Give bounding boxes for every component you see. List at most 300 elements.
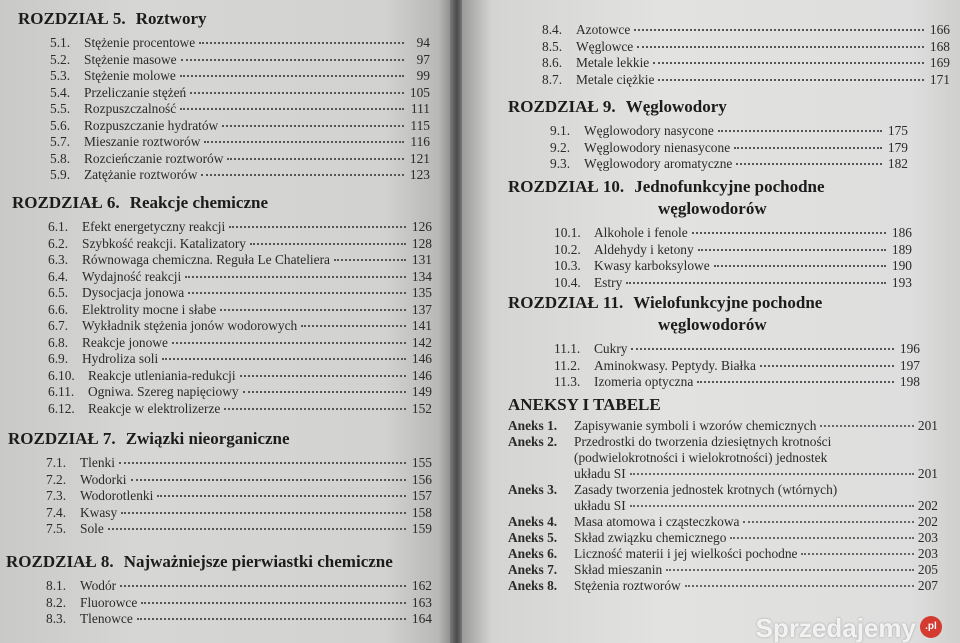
entry-number: 5.6.: [50, 117, 71, 133]
annex-line: [508, 450, 938, 466]
annex-number: Aneks 4.: [508, 514, 558, 529]
chapter-number: ROZDZIAŁ 11.: [508, 293, 624, 312]
entry-title: Fluorowce: [80, 594, 138, 610]
entry-title: Metale ciężkie: [576, 71, 655, 87]
toc-entry[interactable]: [18, 68, 430, 85]
entry-title: Kwasy karboksylowe: [594, 258, 710, 273]
entry-title: Rozcieńczanie roztworów: [84, 150, 224, 166]
dot-leader: [199, 42, 404, 44]
toc-entry[interactable]: [8, 455, 432, 472]
entry-number: 6.3.: [48, 252, 69, 267]
dot-leader: [108, 528, 406, 530]
entry-title: Aminokwasy. Peptydy. Białka: [594, 357, 756, 373]
dot-leader: [204, 141, 404, 143]
annex-number: Aneks 8.: [508, 578, 558, 593]
toc-entry[interactable]: [542, 22, 950, 39]
entry-number: 11.3.: [554, 374, 581, 389]
dot-leader: [698, 249, 886, 251]
annex-title: układu SI: [574, 498, 626, 513]
toc-entry[interactable]: [508, 258, 912, 275]
toc-entry[interactable]: [12, 401, 432, 418]
toc-entry[interactable]: [18, 151, 430, 168]
chapter-heading: [508, 96, 908, 118]
entry-number: 6.11.: [48, 384, 75, 399]
dot-leader: [172, 342, 406, 344]
dot-leader: [185, 276, 406, 278]
annex-entry[interactable]: [508, 434, 938, 482]
dot-leader: [250, 243, 406, 245]
dot-leader: [131, 479, 406, 481]
chapter-number: ROZDZIAŁ 6.: [12, 193, 120, 212]
entry-title: Metale lekkie: [576, 55, 650, 70]
entry-number: 6.4.: [48, 268, 69, 284]
toc-entry[interactable]: [508, 156, 908, 173]
dot-leader: [119, 462, 406, 464]
entry-number: 6.8.: [48, 334, 69, 350]
entry-number: 8.2.: [46, 594, 67, 610]
annex-line: [508, 546, 938, 562]
annex-title: Przedrostki do tworzenia dziesiętnych krotności: [574, 434, 832, 449]
entry-title: Aldehydy i ketony: [594, 241, 694, 257]
entry-number: 8.3.: [46, 611, 67, 626]
dot-leader: [137, 618, 406, 620]
entry-number: 7.5.: [46, 521, 67, 536]
toc-entry[interactable]: [12, 285, 432, 302]
entry-page: 157: [411, 488, 432, 503]
entry-title: Elektrolity mocne i słabe: [82, 301, 217, 317]
chapter-heading: [12, 192, 432, 214]
entry-number: 8.7.: [542, 71, 563, 87]
dot-leader: [121, 512, 406, 514]
toc-entry[interactable]: [12, 384, 432, 401]
annex-page: 207: [917, 578, 938, 593]
entry-page: 121: [409, 150, 430, 166]
annex-page: 202: [917, 498, 938, 513]
entry-number: 5.2.: [50, 51, 71, 67]
entry-page: 162: [411, 578, 432, 593]
annex-line: [508, 578, 938, 594]
toc-chapter: [12, 192, 432, 417]
chapter-title-continued: węglowodorów: [658, 199, 767, 218]
chapter-number: ROZDZIAŁ 10.: [508, 177, 625, 196]
annex-page: 201: [917, 466, 938, 481]
annex-entry[interactable]: [508, 418, 938, 434]
annex-line: [508, 466, 938, 482]
dot-leader: [692, 232, 886, 234]
toc-entry[interactable]: [8, 505, 432, 522]
toc-entry[interactable]: [18, 134, 430, 151]
entry-number: 8.6.: [542, 55, 563, 70]
dot-leader: [180, 108, 404, 110]
toc-entry[interactable]: [12, 252, 432, 269]
chapter-number: ROZDZIAŁ 8.: [6, 552, 114, 571]
entry-page: 166: [929, 22, 950, 37]
toc-entry[interactable]: [12, 335, 432, 352]
toc-chapter: [542, 22, 950, 88]
dot-leader: [736, 163, 882, 165]
dot-leader: [630, 505, 914, 507]
chapter-number: ROZDZIAŁ 9.: [508, 97, 616, 116]
dot-leader: [201, 174, 404, 176]
entry-page: 163: [411, 594, 432, 610]
entry-number: 8.1.: [46, 578, 67, 593]
toc-entry[interactable]: [8, 472, 432, 489]
annex-line: [508, 434, 938, 450]
dot-leader: [634, 29, 924, 31]
entry-page: 131: [411, 252, 432, 267]
entry-title: Sole: [80, 521, 104, 536]
dot-leader: [240, 375, 406, 377]
annex-line: [508, 418, 938, 434]
toc-entry[interactable]: [542, 55, 950, 72]
entry-title: Wodór: [80, 578, 117, 593]
entry-title: Węglowodory nasycone: [584, 123, 714, 138]
entry-number: 8.5.: [542, 38, 563, 54]
entry-number: 6.9.: [48, 351, 69, 366]
dot-leader: [120, 585, 406, 587]
entry-page: 146: [411, 367, 432, 383]
toc-chapter: [8, 428, 432, 538]
toc-entry[interactable]: [12, 236, 432, 253]
toc-entry[interactable]: [18, 101, 430, 118]
entry-page: 152: [411, 400, 432, 416]
toc-entry[interactable]: [8, 521, 432, 538]
annex-number: Aneks 5.: [508, 530, 558, 545]
entry-number: 11.1.: [554, 341, 581, 356]
dot-leader: [224, 408, 406, 410]
entry-title: Izomeria optyczna: [594, 374, 694, 389]
dot-leader: [820, 425, 913, 427]
entry-number: 10.1.: [554, 225, 581, 240]
left-page: [0, 0, 452, 643]
toc-entry[interactable]: [18, 167, 430, 184]
entry-number: 6.7.: [48, 318, 69, 333]
entry-page: 164: [411, 611, 432, 626]
chapter-number: ROZDZIAŁ 5.: [18, 9, 126, 28]
right-page: [462, 0, 960, 643]
entry-page: 97: [416, 51, 430, 67]
entry-title: Reakcje jonowe: [82, 334, 168, 350]
dot-leader: [243, 391, 406, 393]
annex-entry[interactable]: [508, 482, 938, 514]
entry-page: 171: [929, 71, 950, 87]
dot-leader: [180, 75, 404, 77]
toc-chapter: [18, 8, 430, 184]
dot-leader: [714, 265, 886, 267]
annex-section: [508, 394, 938, 594]
toc-entry[interactable]: [508, 341, 920, 358]
dot-leader: [220, 309, 406, 311]
entry-number: 8.4.: [542, 22, 563, 37]
annex-title: układu SI: [574, 466, 626, 481]
entry-title: Stężenie masowe: [84, 51, 177, 67]
toc-entry[interactable]: [12, 368, 432, 385]
annex-title: Stężenia roztworów: [574, 578, 681, 593]
annex-page: 202: [917, 514, 938, 529]
watermark-badge: .pl: [920, 616, 942, 638]
dot-leader: [188, 292, 406, 294]
annex-line: [508, 498, 938, 514]
dot-leader: [734, 147, 882, 149]
toc-entry[interactable]: [18, 35, 430, 52]
dot-leader: [626, 282, 886, 284]
entry-page: 190: [891, 258, 912, 273]
entry-number: 5.7.: [50, 134, 71, 149]
entry-number: 7.2.: [46, 471, 67, 487]
annex-title: Zapisywanie symboli i wzorów chemicznych: [574, 418, 817, 433]
chapter-title: Roztwory: [135, 9, 207, 28]
toc-entry[interactable]: [8, 488, 432, 505]
toc-chapter: [508, 96, 908, 173]
toc-entry[interactable]: [542, 72, 950, 89]
toc-entry[interactable]: [508, 140, 908, 157]
toc-entry[interactable]: [6, 611, 432, 628]
chapter-title: Wielofunkcyjne pochodne: [633, 293, 823, 312]
entry-number: 5.9.: [50, 167, 71, 182]
annex-page: 201: [917, 418, 938, 433]
annex-entry[interactable]: [508, 562, 938, 578]
entry-page: 146: [411, 351, 432, 366]
entry-page: 137: [411, 301, 432, 317]
annex-line: [508, 482, 938, 498]
dot-leader: [181, 59, 404, 61]
entry-title: Tlenowce: [80, 611, 133, 626]
entry-page: 179: [887, 139, 908, 155]
toc-chapter: [508, 292, 920, 391]
chapter-heading: [18, 8, 430, 30]
dot-leader: [666, 569, 914, 571]
toc-entry[interactable]: [508, 123, 908, 140]
entry-page: 196: [899, 341, 920, 356]
entry-page: 126: [411, 219, 432, 234]
dot-leader: [685, 585, 914, 587]
chapter-heading: [8, 428, 432, 450]
chapter-title: Najważniejsze pierwiastki chemiczne: [123, 552, 393, 571]
entry-number: 5.3.: [50, 68, 71, 83]
entry-number: 7.3.: [46, 488, 67, 503]
entry-number: 6.5.: [48, 285, 69, 300]
chapter-heading: [6, 551, 432, 573]
dot-leader: [637, 46, 924, 48]
dot-leader: [157, 495, 406, 497]
entry-page: 135: [411, 285, 432, 300]
toc-entry[interactable]: [18, 52, 430, 69]
entry-title: Wydajność reakcji: [82, 268, 182, 284]
entry-title: Węglowodory nienasycone: [584, 139, 731, 155]
annex-entry[interactable]: [508, 546, 938, 562]
entry-number: 5.5.: [50, 101, 71, 116]
entry-page: 141: [411, 318, 432, 333]
entry-title: Dysocjacja jonowa: [82, 285, 185, 300]
chapter-title: Węglowodory: [625, 97, 727, 116]
entry-page: 105: [409, 84, 430, 100]
dot-leader: [162, 358, 406, 360]
entry-page: 198: [899, 374, 920, 389]
entry-page: 128: [411, 235, 432, 251]
annex-entry[interactable]: [508, 578, 938, 594]
entry-title: Zatężanie roztworów: [84, 167, 198, 182]
toc-entry[interactable]: [12, 302, 432, 319]
dot-leader: [697, 381, 894, 383]
entry-title: Równowaga chemiczna. Reguła Le Chateliera: [82, 252, 330, 267]
dot-leader: [630, 473, 914, 475]
chapter-heading: [508, 292, 920, 314]
toc-entry[interactable]: [18, 118, 430, 135]
entry-title: Ogniwa. Szereg napięciowy: [88, 384, 239, 399]
chapter-title: Związki nieorganiczne: [125, 429, 290, 448]
dot-leader: [730, 537, 913, 539]
toc-entry[interactable]: [12, 219, 432, 236]
annex-line: [508, 530, 938, 546]
entry-page: 175: [887, 123, 908, 138]
entry-page: 186: [891, 225, 912, 240]
entry-title: Szybkość reakcji. Katalizatory: [82, 235, 246, 251]
entry-number: 10.3.: [554, 258, 581, 273]
entry-title: Wodorki: [80, 471, 127, 487]
dot-leader: [658, 79, 924, 81]
entry-page: 134: [411, 268, 432, 284]
annex-title: (podwielokrotności i wielokrotności) jednostek: [574, 450, 828, 465]
dot-leader: [141, 602, 406, 604]
entry-title: Reakcje w elektrolizerze: [88, 400, 221, 416]
entry-title: Mieszanie roztworów: [84, 134, 201, 149]
entry-title: Rozpuszczanie hydratów: [84, 117, 219, 133]
entry-page: 189: [891, 241, 912, 257]
entry-page: 94: [416, 35, 430, 50]
entry-page: 193: [891, 274, 912, 290]
entry-page: 168: [929, 38, 950, 54]
entry-number: 6.1.: [48, 219, 69, 234]
annex-title: Zasady tworzenia jednostek krotnych (wtórnych): [574, 482, 838, 497]
entry-number: 6.10.: [48, 367, 75, 383]
toc-entry[interactable]: [6, 595, 432, 612]
entry-page: 182: [887, 156, 908, 171]
dot-leader: [631, 348, 894, 350]
dot-leader: [334, 259, 406, 261]
entry-number: 5.8.: [50, 150, 71, 166]
entry-title: Kwasy: [80, 504, 118, 520]
annex-title: Skład związku chemicznego: [574, 530, 727, 545]
entry-page: 142: [411, 334, 432, 350]
entry-number: 10.2.: [554, 241, 581, 257]
toc-chapter: [508, 176, 912, 291]
toc-entry[interactable]: [6, 578, 432, 595]
dot-leader: [760, 365, 894, 367]
toc-entry[interactable]: [12, 269, 432, 286]
entry-number: 6.12.: [48, 400, 75, 416]
dot-leader: [301, 325, 406, 327]
entry-title: Efekt energetyczny reakcji: [82, 219, 226, 234]
entry-number: 5.4.: [50, 84, 71, 100]
entry-page: 116: [410, 134, 430, 149]
dot-leader: [227, 158, 404, 160]
annex-page: 203: [917, 546, 938, 561]
entry-page: 197: [899, 357, 920, 373]
annex-number: Aneks 1.: [508, 418, 558, 433]
entry-number: 6.6.: [48, 301, 69, 317]
entry-number: 9.2.: [550, 139, 571, 155]
toc-entry[interactable]: [12, 351, 432, 368]
entry-title: Rozpuszczalność: [84, 101, 177, 116]
annex-title: Skład mieszanin: [574, 562, 663, 577]
entry-number: 11.2.: [554, 357, 581, 373]
entry-title: Alkohole i fenole: [594, 225, 688, 240]
entry-page: 159: [411, 521, 432, 536]
dot-leader: [190, 92, 404, 94]
dot-leader: [743, 521, 913, 523]
dot-leader: [229, 226, 406, 228]
entry-page: 115: [410, 117, 430, 133]
entry-number: 5.1.: [50, 35, 71, 50]
chapter-title: Reakcje chemiczne: [129, 193, 268, 212]
toc-entry[interactable]: [542, 39, 950, 56]
annex-number: Aneks 3.: [508, 482, 558, 497]
entry-title: Wodorotlenki: [80, 488, 154, 503]
entry-title: Cukry: [594, 341, 628, 356]
annex-number: Aneks 7.: [508, 562, 558, 577]
entry-title: Stężenie molowe: [84, 68, 176, 83]
entry-page: 158: [411, 504, 432, 520]
entry-title: Węglowce: [576, 38, 634, 54]
annex-number: Aneks 2.: [508, 434, 558, 449]
annex-entry[interactable]: [508, 530, 938, 546]
entry-page: 123: [409, 167, 430, 182]
entry-title: Stężenie procentowe: [84, 35, 196, 50]
entry-number: 9.1.: [550, 123, 571, 138]
entry-title: Wykładnik stężenia jonów wodorowych: [82, 318, 298, 333]
chapter-number: ROZDZIAŁ 7.: [8, 429, 116, 448]
entry-page: 111: [410, 101, 430, 116]
entry-title: Estry: [594, 274, 623, 290]
toc-entry[interactable]: [508, 242, 912, 259]
entry-page: 99: [416, 68, 430, 83]
annex-line: [508, 562, 938, 578]
toc-entry[interactable]: [508, 374, 920, 391]
dot-leader: [222, 125, 404, 127]
chapter-heading: [508, 176, 912, 198]
annex-line: [508, 514, 938, 530]
annex-entry[interactable]: [508, 514, 938, 530]
entry-title: Węglowodory aromatyczne: [584, 156, 733, 171]
dot-leader: [653, 62, 924, 64]
annex-page: 203: [917, 530, 938, 545]
entry-title: Hydroliza soli: [82, 351, 159, 366]
chapter-title-continued: węglowodorów: [658, 315, 767, 334]
toc-entry[interactable]: [508, 225, 912, 242]
toc-entry[interactable]: [12, 318, 432, 335]
dot-leader: [801, 553, 913, 555]
entry-title: Tlenki: [80, 455, 115, 470]
toc-entry[interactable]: [508, 358, 920, 375]
entry-title: Azotowce: [576, 22, 631, 37]
entry-page: 149: [411, 384, 432, 399]
annex-heading: ANEKSY I TABELE: [508, 395, 661, 414]
toc-entry[interactable]: [18, 85, 430, 102]
toc-entry[interactable]: [508, 275, 912, 292]
entry-number: 6.2.: [48, 235, 69, 251]
entry-title: Reakcje utleniania-redukcji: [88, 367, 236, 383]
entry-number: 9.3.: [550, 156, 571, 171]
toc-chapter: [6, 551, 432, 628]
entry-page: 155: [411, 455, 432, 470]
entry-title: Przeliczanie stężeń: [84, 84, 187, 100]
entry-page: 169: [929, 55, 950, 70]
annex-page: 205: [917, 562, 938, 577]
entry-number: 7.1.: [46, 455, 67, 470]
entry-number: 10.4.: [554, 274, 581, 290]
chapter-title: Jednofunkcyjne pochodne: [634, 177, 825, 196]
entry-number: 7.4.: [46, 504, 67, 520]
